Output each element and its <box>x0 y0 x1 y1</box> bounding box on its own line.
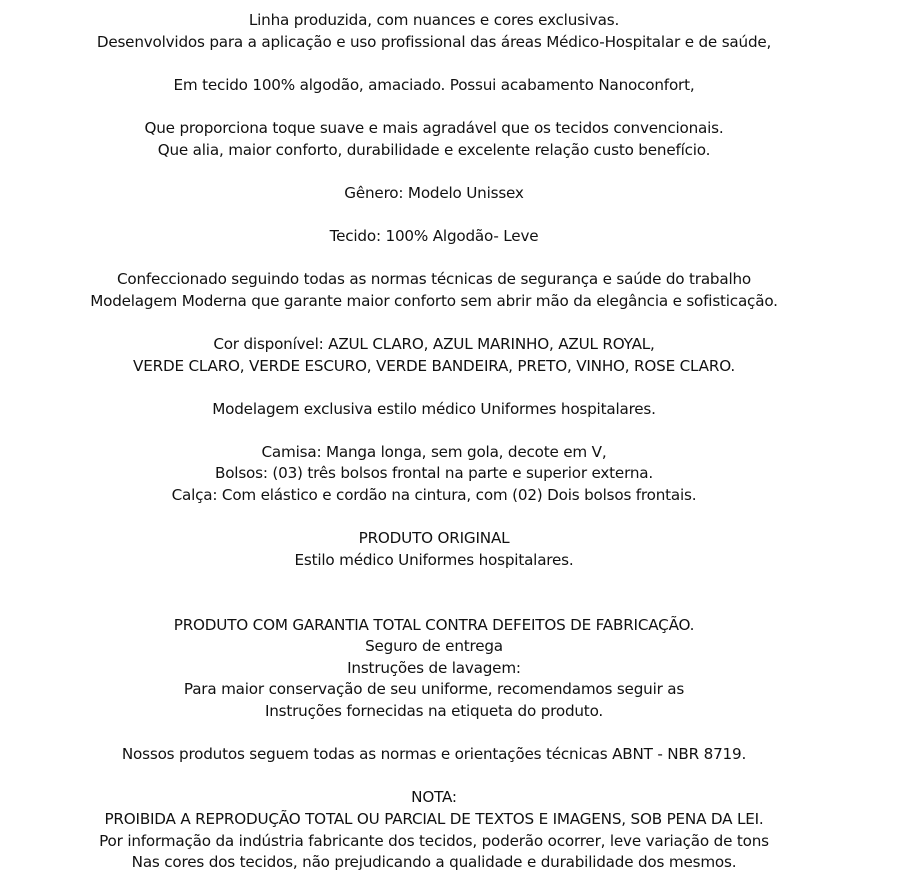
colors-line: Cor disponível: AZUL CLARO, AZUL MARINHO, AZUL ROYAL, <box>213 334 655 353</box>
warranty-line: Instruções de lavagem: <box>347 658 521 677</box>
note-line: PROIBIDA A REPRODUÇÃO TOTAL OU PARCIAL DE TEXTOS E IMAGENS, SOB PENA DA LEI. <box>104 809 764 828</box>
standards-line: Modelagem Moderna que garante maior conforto sem abrir mão da elegância e sofisticação. <box>90 291 778 310</box>
spacer <box>0 420 868 442</box>
intro-line: Desenvolvidos para a aplicação e uso profissional das áreas Médico-Hospitalar e de saúde, <box>96 32 772 51</box>
warranty-line: Para maior conservação de seu uniforme, recomendamos seguir as <box>183 680 685 699</box>
intro-line: Linha produzida, com nuances e cores exclusivas. <box>248 11 620 29</box>
gender-line: Gênero: Modelo Unissex <box>344 183 524 202</box>
original-line: Estilo médico Uniformes hospitalares. <box>294 550 574 569</box>
warranty-line: PRODUTO COM GARANTIA TOTAL CONTRA DEFEITOS DE FABRICAÇÃO. <box>173 615 695 634</box>
spacer <box>0 593 868 615</box>
original-line: PRODUTO ORIGINAL <box>358 529 510 548</box>
spacer <box>0 161 868 183</box>
abnt-line: Nossos produtos seguem todas as normas e orientações técnicas ABNT - NBR 8719. <box>121 745 747 764</box>
product-description <box>0 10 868 874</box>
benefit-line: Que proporciona toque suave e mais agradável que os tecidos convencionais. <box>144 118 724 137</box>
warranty-line: Instruções fornecidas na etiqueta do produto. <box>264 702 604 720</box>
fabric-finish-line: Em tecido 100% algodão, amaciado. Possui acabamento Nanoconfort, <box>173 75 695 94</box>
spacer <box>0 507 868 529</box>
note-line: Nas cores dos tecidos, não prejudicando a qualidade e durabilidade dos mesmos. <box>131 853 737 872</box>
spacer <box>0 53 868 75</box>
note-line: NOTA: <box>411 788 457 807</box>
spacer <box>0 723 868 745</box>
warranty-line: Seguro de entrega <box>365 637 503 656</box>
fabric-line: Tecido: 100% Algodão- Leve <box>329 226 539 245</box>
spacer <box>0 377 868 399</box>
spec-line: Bolsos: (03) três bolsos frontal na parte e superior externa. <box>214 464 654 483</box>
benefit-line: Que alia, maior conforto, durabilidade e excelente relação custo benefício. <box>157 140 711 159</box>
spacer <box>0 571 868 593</box>
spacer <box>0 766 868 788</box>
spec-line: Calça: Com elástico e cordão na cintura, com (02) Dois bolsos frontais. <box>171 486 697 505</box>
spacer <box>0 312 868 334</box>
colors-line: VERDE CLARO, VERDE ESCURO, VERDE BANDEIRA, PRETO, VINHO, ROSE CLARO. <box>133 356 735 375</box>
spacer <box>0 204 868 226</box>
spacer <box>0 248 868 270</box>
note-line: Por informação da indústria fabricante dos tecidos, poderão ocorrer, leve variação de tons <box>99 831 769 850</box>
style-line: Modelagem exclusiva estilo médico Uniformes hospitalares. <box>212 399 656 418</box>
standards-line: Confeccionado seguindo todas as normas técnicas de segurança e saúde do trabalho <box>116 270 752 289</box>
spec-line: Camisa: Manga longa, sem gola, decote em V, <box>261 442 607 461</box>
spacer <box>0 96 868 118</box>
